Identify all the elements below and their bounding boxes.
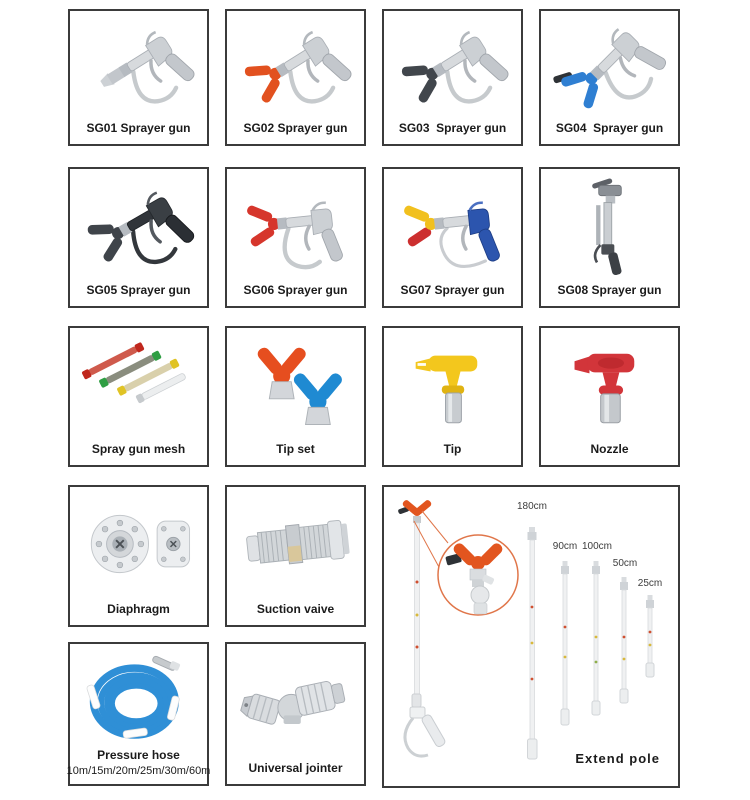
pole-tip-guard-icon [402,499,433,516]
pole-25cm [646,595,654,677]
gun-body [467,207,500,264]
sprayer-gun-icon [80,14,198,118]
diaphragm-icon [77,496,201,592]
product-cell-sg04 [539,9,680,146]
universal-jointer-image [227,644,364,761]
main-pole [398,499,447,756]
product-label: SG03 Sprayer gun [398,120,507,135]
pole-length-label: 100cm [581,541,612,552]
product-cell-sg01 [68,9,209,146]
product-cell-pressure-hose [68,642,209,786]
suction-valve-icon [234,496,358,592]
product-label: Spray gun mesh [91,441,186,456]
product-cell-sg08 [539,167,680,308]
hose-coil [93,668,175,735]
product-cell-extend-pole [382,485,680,788]
product-label: SG07 Sprayer gun [400,282,505,297]
product-cell-mesh [68,326,209,467]
sprayer-gun-icon [237,174,355,278]
sg02-image [227,11,364,121]
product-label: Suction vaive [256,601,335,616]
diaphragm-image [70,487,207,602]
orange-tip-guard-icon [255,345,308,398]
product-cell-suction-valve [225,485,366,627]
mesh-rod-red [81,342,144,380]
pole-length-label: 180cm [516,501,547,512]
product-label: SG08 Sprayer gun [557,282,662,297]
tip-guard-icon [83,211,134,266]
product-label: SG04 Sprayer gun [555,120,664,135]
product-cell-tip [382,326,523,467]
tip-guard-icon [401,201,438,248]
product-label: SG05 Sprayer gun [86,282,191,297]
product-cell-universal-jointer [225,642,366,786]
product-cell-nozzle [539,326,680,467]
jointer-icon [234,654,358,750]
product-cell-tipset [225,326,366,467]
tipset-image [227,328,364,442]
suction-valve-image [227,487,364,602]
spray-tip-icon [397,336,509,434]
product-cell-sg07 [382,167,523,308]
product-cell-sg03 [382,9,523,146]
product-cell-sg05 [68,167,209,308]
nozzle-image [541,328,678,442]
filter-mesh-icon [77,337,201,433]
sprayer-gun-icon [551,14,669,118]
blue-tip-guard-icon [291,371,344,424]
pole-180cm [528,527,538,759]
pressure-hose-image [70,644,207,748]
nozzle-icon [554,336,666,434]
product-cell-sg06 [225,167,366,308]
sg01-image [70,11,207,121]
sg08-image [541,169,678,283]
product-label: SG01 Sprayer gun [86,120,191,135]
sg06-image [227,169,364,283]
sprayer-gun-icon [80,174,198,278]
hose-sizes-label: 10m/15m/20m/25m/30m/60m [66,764,211,777]
product-label: Diaphragm [107,601,170,616]
pole-length-label: 25cm [637,578,663,589]
sg07-image [384,169,521,283]
product-label: Tip set [276,441,315,456]
sg05-image [70,169,207,283]
pole-length-label: 90cm [552,541,578,552]
sprayer-gun-icon [394,14,512,118]
tip-guard-icon [240,52,291,107]
product-label: Extend pole [575,751,660,766]
sprayer-gun-icon [394,174,512,278]
tip-handle [415,355,477,386]
product-label: Tip [443,441,462,456]
product-label: Universal jointer [248,760,343,775]
product-label: SG02 Sprayer gun [243,120,348,135]
mesh-rod-green [98,350,161,388]
product-cell-sg02 [225,9,366,146]
pole-50cm [620,577,628,703]
tip-guard-icon [397,52,448,107]
pole-length-label: 50cm [612,558,638,569]
pole-100cm [592,561,600,715]
hose-coil-icon [77,644,201,748]
sg03-image [384,11,521,121]
product-cell-diaphragm [68,485,209,627]
product-label: SG06 Sprayer gun [243,282,348,297]
sg04-image [541,11,678,121]
tip-image [384,328,521,442]
sprayer-gun-icon [237,14,355,118]
pole-90cm [561,561,569,725]
tip-guard-icon [244,201,281,248]
product-label: Pressure hose [97,747,180,762]
extend-pole-illustration [384,487,678,786]
tip-guard-set-icon [234,335,358,435]
mesh-image [70,328,207,442]
product-label: Nozzle [590,441,629,456]
sprayer-gun-icon [551,174,669,278]
